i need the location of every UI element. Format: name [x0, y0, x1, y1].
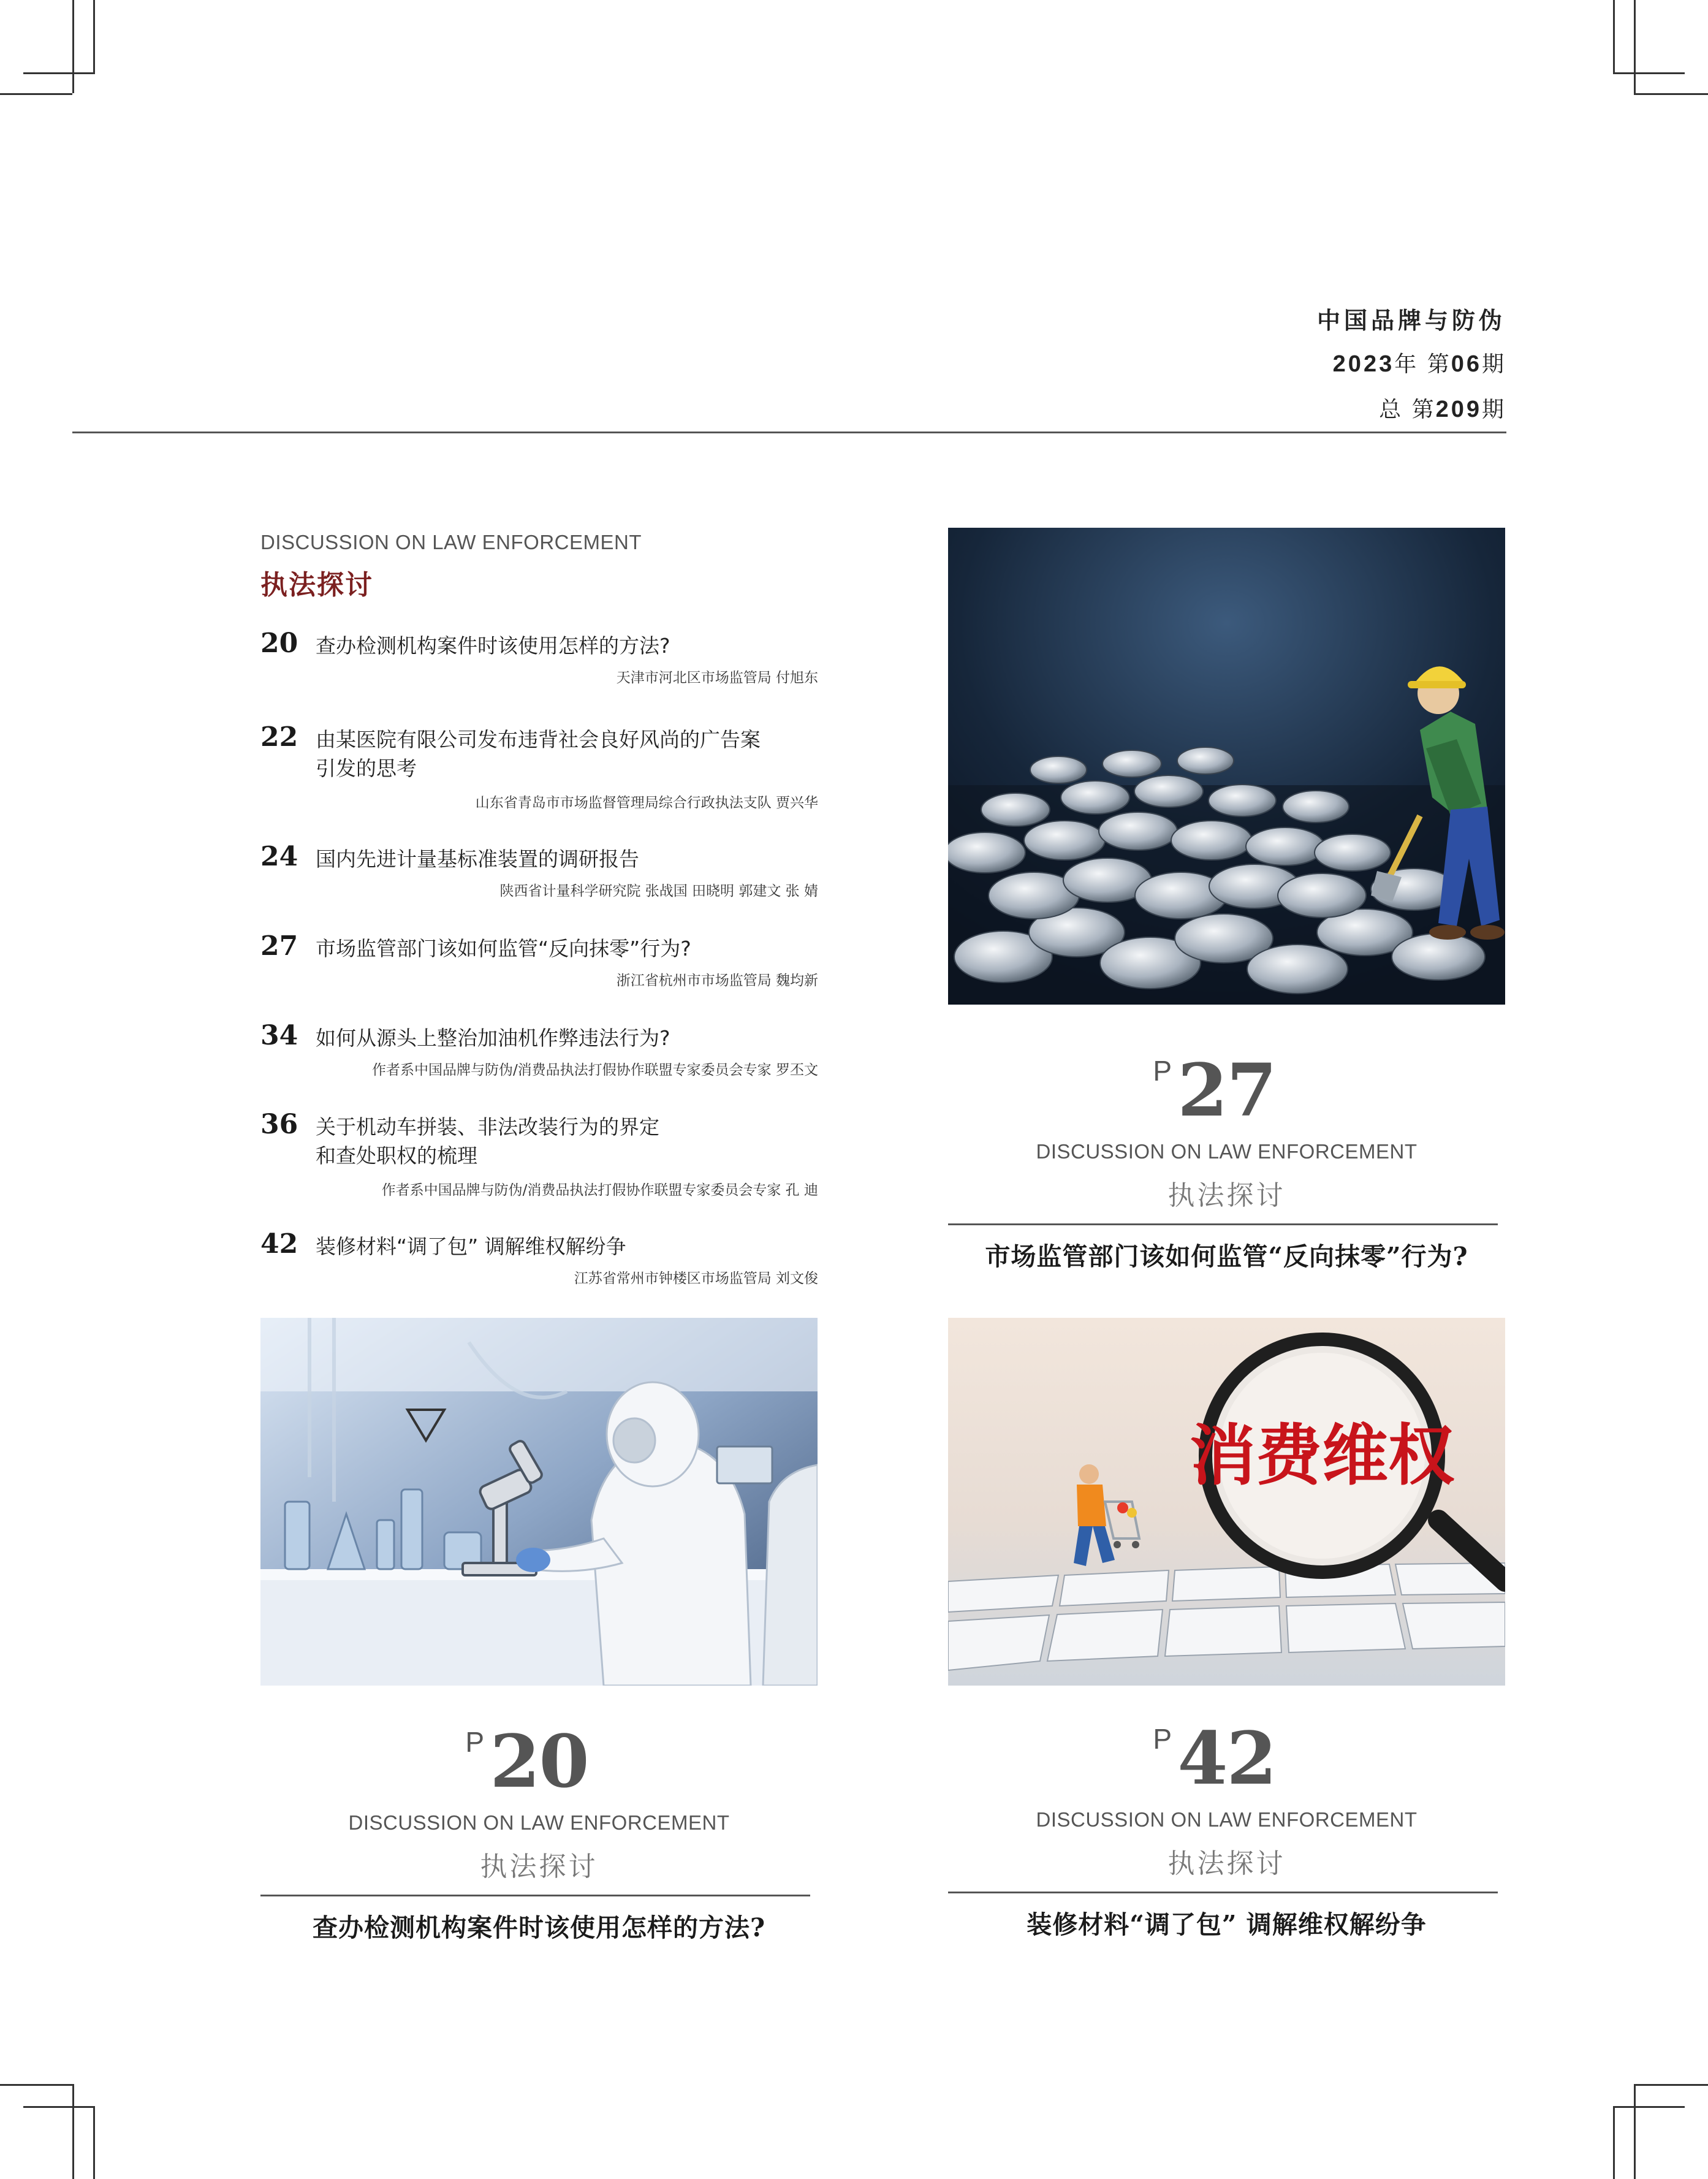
crop-mark — [93, 0, 95, 72]
toc-title: 查办检测机构案件时该使用怎样的方法? — [316, 634, 670, 658]
year-suffix: 年 — [1394, 352, 1419, 377]
feature-divider — [948, 1892, 1498, 1893]
feature-divider — [260, 1895, 810, 1896]
feature-page-number — [1153, 1716, 1276, 1801]
toc-page-number: 27 — [260, 930, 298, 962]
feature-page: 42 — [1177, 1716, 1276, 1801]
toc-title: 装修材料“调了包” 调解维权解纷争 — [316, 1234, 626, 1258]
feature-section-zh: 执法探讨 — [480, 1851, 598, 1882]
feature-title: 市场监管部门该如何监管“反向抹零”行为? — [985, 1242, 1468, 1271]
feature-page-number — [465, 1719, 588, 1804]
section-title-en: DISCUSSION ON LAW ENFORCEMENT — [260, 531, 642, 553]
issue-suffix: 期 — [1481, 352, 1506, 377]
toc-page-number: 22 — [260, 721, 298, 753]
feature-caption-p42[interactable] — [948, 1716, 1505, 1941]
feature-section-en: DISCUSSION ON LAW ENFORCEMENT — [1036, 1808, 1418, 1831]
feature-image-lab[interactable] — [260, 1318, 818, 1686]
magazine-name: 中国品牌与防伪 — [1316, 307, 1506, 334]
crop-mark — [23, 2106, 95, 2108]
issue-line — [1333, 347, 1506, 378]
feature-page: 20 — [490, 1719, 588, 1804]
feature-section-en: DISCUSSION ON LAW ENFORCEMENT — [1036, 1140, 1418, 1163]
header-divider — [72, 432, 1506, 433]
crop-mark — [23, 72, 95, 74]
crop-mark — [1634, 2084, 1708, 2086]
toc-author: 作者系中国品牌与防伪/消费品执法打假协作联盟专家委员会专家 罗丕文 — [371, 1062, 818, 1078]
toc-title: 关于机动车拼装、非法改装行为的界定 和查处职权的梳理 — [316, 1115, 659, 1168]
magnifier-text: 消费维权 — [1189, 1418, 1455, 1494]
toc-title: 国内先进计量基标准装置的调研报告 — [316, 847, 639, 871]
total-number: 209 — [1435, 397, 1482, 422]
toc-page-number: 34 — [260, 1020, 298, 1051]
feature-image-magnifier[interactable] — [948, 1318, 1505, 1686]
crop-mark — [1613, 72, 1685, 74]
page-prefix: P — [1153, 1055, 1171, 1087]
crop-mark — [1613, 0, 1615, 72]
toc-title: 市场监管部门该如何监管“反向抹零”行为? — [316, 937, 691, 960]
coins-worker-figurine-illustration — [948, 528, 1505, 1005]
toc-page-number: 20 — [260, 628, 298, 659]
toc-title: 由某医院有限公司发布违背社会良好风尚的广告案 引发的思考 — [316, 728, 761, 780]
feature-section-zh: 执法探讨 — [1167, 1848, 1286, 1879]
issue-year: 2023 — [1332, 351, 1395, 377]
feature-image-coins[interactable] — [948, 528, 1505, 1005]
feature-section-zh: 执法探讨 — [1167, 1180, 1286, 1211]
feature-caption-p27[interactable] — [948, 1048, 1505, 1272]
crop-mark — [0, 2084, 72, 2086]
crop-mark — [72, 2084, 74, 2179]
crop-mark — [1613, 2106, 1685, 2108]
toc-page-number: 42 — [260, 1228, 298, 1260]
feature-section-en: DISCUSSION ON LAW ENFORCEMENT — [348, 1811, 730, 1834]
toc-author: 天津市河北区市场监管局 付旭东 — [616, 670, 818, 686]
total-suffix: 期 — [1481, 397, 1506, 422]
toc-author: 陕西省计量科学研究院 张战国 田晓明 郭建文 张 婧 — [499, 883, 818, 899]
toc-author: 浙江省杭州市市场监管局 魏均新 — [616, 973, 818, 989]
toc-author: 山东省青岛市市场监督管理局综合行政执法支队 贾兴华 — [475, 795, 818, 811]
toc-author: 作者系中国品牌与防伪/消费品执法打假协作联盟专家委员会专家 孔 迪 — [381, 1182, 818, 1198]
crop-mark — [72, 0, 74, 93]
feature-divider — [948, 1223, 1498, 1225]
toc-page-number: 24 — [260, 841, 298, 872]
issue-prefix: 第 — [1427, 352, 1451, 377]
crop-mark — [1634, 2084, 1636, 2179]
laboratory-microscope-illustration — [260, 1318, 818, 1686]
section-title-zh: 执法探讨 — [260, 569, 373, 601]
toc-page-number: 36 — [260, 1109, 298, 1140]
page-prefix: P — [465, 1726, 484, 1758]
toc-author: 江苏省常州市钟楼区市场监管局 刘文俊 — [574, 1271, 818, 1287]
crop-mark — [93, 2106, 95, 2179]
crop-mark — [0, 93, 72, 95]
page-prefix: P — [1153, 1723, 1171, 1755]
crop-mark — [1634, 0, 1636, 93]
total-issue-line — [1379, 392, 1506, 424]
feature-title: 查办检测机构案件时该使用怎样的方法? — [312, 1913, 766, 1942]
total-prefix: 总 第 — [1379, 397, 1436, 422]
feature-caption-p20[interactable] — [260, 1719, 818, 1944]
feature-title: 装修材料“调了包” 调解维权解纷争 — [1027, 1910, 1427, 1939]
issue-number: 06 — [1451, 351, 1482, 377]
feature-page-number — [1153, 1048, 1276, 1133]
crop-mark — [1634, 93, 1708, 95]
crop-mark — [1613, 2106, 1615, 2179]
magnifier-consumer-rights-illustration — [948, 1318, 1505, 1686]
toc-title: 如何从源头上整治加油机作弊违法行为? — [316, 1026, 670, 1050]
feature-page: 27 — [1177, 1048, 1276, 1133]
